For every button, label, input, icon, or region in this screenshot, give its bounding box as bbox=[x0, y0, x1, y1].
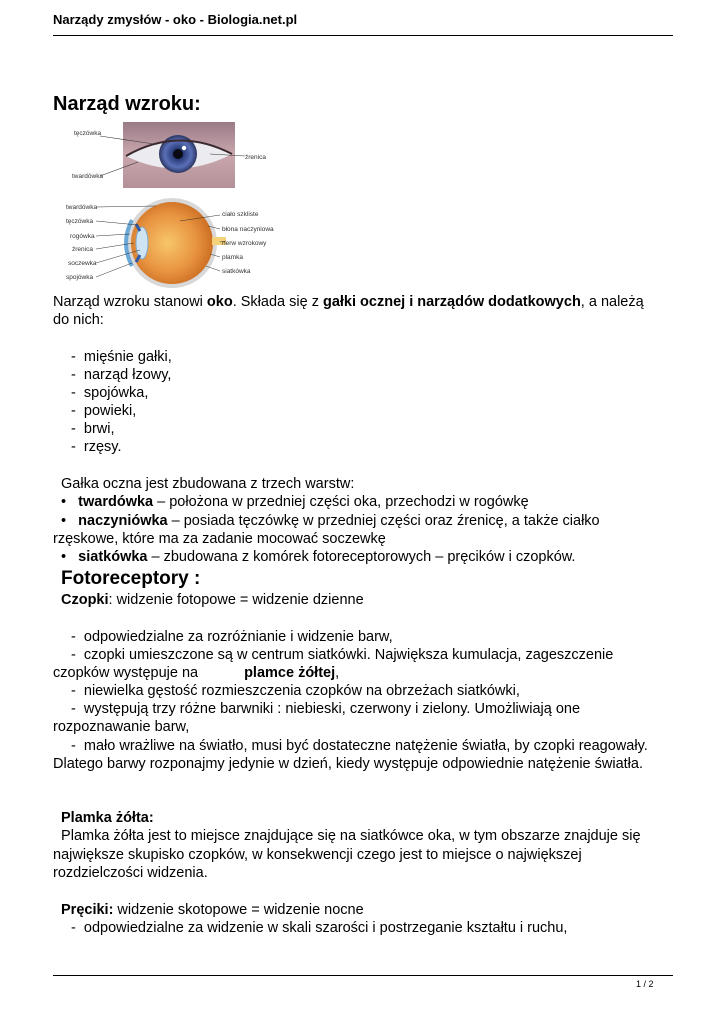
list-item: - mało wrażliwe na światło, musi być dostateczne natężenie światła, by czopki reagowały. bbox=[71, 738, 648, 754]
label-teczowka: tęczówka bbox=[74, 130, 102, 137]
label-blona-naczyniowa: błona naczyniowa bbox=[222, 226, 274, 233]
rods-line: Pręciki: widzenie skotopowe = widzenie nocne bbox=[61, 902, 364, 918]
header-divider bbox=[53, 35, 673, 36]
layer-item: • siatkówka – zbudowana z komórek fotoreceptorowych – pręcików i czopków. bbox=[61, 549, 576, 565]
list-item: - brwi, bbox=[71, 421, 115, 437]
layer-item: • naczyniówka – posiada tęczówkę w przedniej części oraz źrenicę, a także ciałko bbox=[61, 513, 600, 529]
list-item: - odpowiedzialne za widzenie w skali szarości i postrzeganie kształtu i ruchu, bbox=[71, 920, 568, 936]
macula-line: rozdzielczości widzenia. bbox=[53, 865, 208, 881]
eye-diagrams bbox=[60, 120, 285, 288]
list-item-cont: rozpoznawanie barw, bbox=[53, 719, 190, 735]
macula-line: Plamka żółta jest to miejsce znajdujące się na siatkówce oka, w tym obszarze znajduje się bbox=[53, 828, 641, 844]
list-item: - mięśnie gałki, bbox=[71, 349, 172, 365]
label-siatkowka: siatkówka bbox=[222, 268, 251, 275]
list-item: - odpowiedzialne za rozróżnianie i widzenie barw, bbox=[71, 629, 393, 645]
eye-cross-section-figure bbox=[66, 200, 274, 286]
label-twardowka-1: twardówka bbox=[72, 173, 104, 180]
cones-line: Czopki: widzenie fotopowe = widzenie dzienne bbox=[61, 592, 364, 608]
eye-photo-figure bbox=[72, 122, 266, 188]
list-item: - występują trzy różne barwniki : niebieski, czerwony i zielony. Umożliwiają one bbox=[71, 701, 581, 717]
list-item: - niewielka gęstość rozmieszczenia czopków na obrzeżach siatkówki, bbox=[71, 683, 520, 699]
footer-divider bbox=[53, 975, 673, 976]
label-nerw-wzrokowy: nerw wzrokowy bbox=[222, 240, 267, 247]
page-number: 1 / 2 bbox=[636, 979, 654, 989]
label-twardowka-2: twardówka bbox=[66, 204, 98, 211]
label-zrenica-2: źrenica bbox=[72, 246, 93, 253]
photoreceptors-heading: Fotoreceptory : bbox=[61, 568, 201, 589]
list-item: - narząd łzowy, bbox=[71, 367, 172, 383]
intro-paragraph-line2: do nich: bbox=[53, 312, 104, 328]
list-item: - powieki, bbox=[71, 403, 137, 419]
label-cialo-szkliste: ciało szkliste bbox=[222, 211, 259, 218]
list-item: - rzęsy. bbox=[71, 439, 122, 455]
label-spojowka: spojówka bbox=[66, 274, 94, 281]
list-item: - czopki umieszczone są w centrum siatkówki. Największa kumulacja, zageszczenie bbox=[71, 647, 614, 663]
layer-item-cont: rzęskowe, które ma za zadanie mocować soczewkę bbox=[53, 531, 386, 547]
layer-item: • twardówka – położona w przedniej części oka, przechodzi w rogówkę bbox=[61, 494, 529, 510]
macula-heading: Plamka żółta: bbox=[61, 810, 154, 826]
macula-line: największe skupisko czopków, w konsekwencji czego jest to miejsce o największej bbox=[53, 847, 582, 863]
layers-intro: Gałka oczna jest zbudowana z trzech warstw: bbox=[61, 476, 355, 492]
label-zrenica-1: źrenica bbox=[245, 154, 266, 161]
section-heading: Narząd wzroku: bbox=[53, 93, 201, 115]
label-rogowka: rogówka bbox=[70, 233, 95, 240]
label-plamka: plamka bbox=[222, 254, 243, 261]
list-item-cont: czopków występuje na plamce żółtej, bbox=[53, 665, 340, 681]
page-header-title: Narządy zmysłów - oko - Biologia.net.pl bbox=[53, 12, 298, 27]
list-item: - spojówka, bbox=[71, 385, 149, 401]
intro-paragraph: Narząd wzroku stanowi oko. Składa się z gałki ocznej i narządów dodatkowych, a należą bbox=[53, 294, 644, 310]
label-teczowka-2: tęczówka bbox=[66, 218, 94, 225]
label-soczewka: soczewka bbox=[68, 260, 97, 267]
list-item-cont: Dlatego barwy rozponajmy jedynie w dzień, kiedy występuje odpowiednie natężenie światła. bbox=[53, 756, 643, 772]
